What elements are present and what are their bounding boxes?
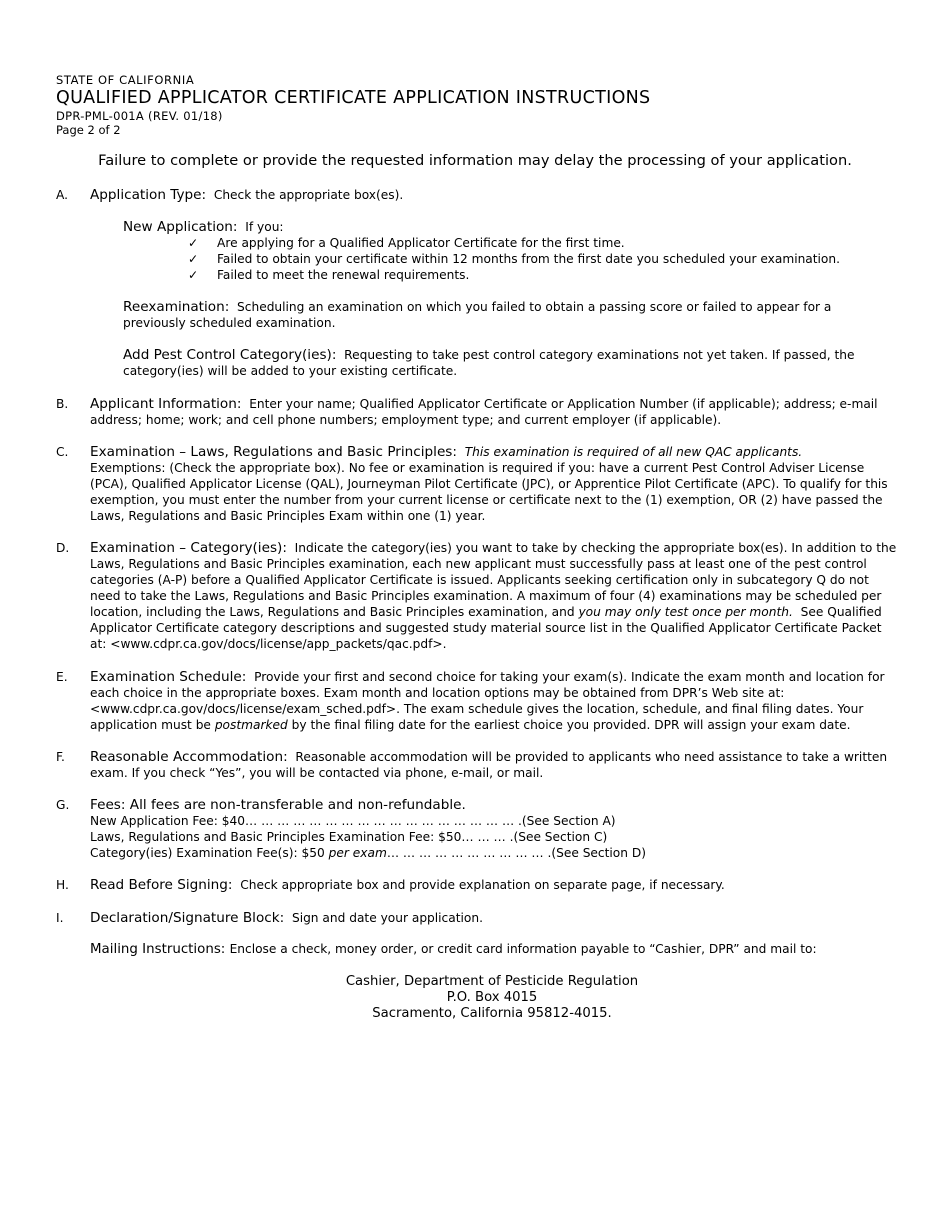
section-d [56,540,898,652]
section-text: Check the appropriate box(es). [213,188,404,202]
new-application-text: If you: [245,220,284,234]
list-item [188,267,868,283]
section-lead: Applicant Information: [90,396,242,412]
page-number: Page 2 of 2 [56,123,121,137]
checkmark-icon: ✓ [188,236,199,250]
section-lead: Declaration/Signature Block: [90,910,285,926]
section-lead: Examination Schedule: [90,669,247,685]
state-header: STATE OF CALIFORNIA [56,73,195,87]
list-item-text: Failed to meet the renewal requirements. [217,268,470,282]
list-item [188,235,868,251]
section-h [56,877,898,893]
fee-line-category-exam [90,845,898,861]
form-number: DPR-PML-001A (REV. 01/18) [56,109,223,123]
add-category-text: Requesting to take pest control category examinations not yet taken. If passed, the category(ies) will be added to your existing certificate. [123,348,855,378]
checkmark-icon: ✓ [188,268,199,282]
section-text: Indicate the category(ies) you want to take by checking the appropriate box(es). In addition to the Laws, Regulations and Basic Principles examination, each new applicant must successfully pass at least one of the pest control categories (A-P) before a Qualified Applicator Certificate is issued. Applicants seeking certification only in subcategory Q do not need to take the Laws, Regulations and Basic Principles examination. A maximum of four (4) examinations may be scheduled per location, including the Laws, Regulations and Basic Principles examination, and [90,541,897,619]
section-emphasis: you may only test once per month. [578,605,793,619]
add-category-block [123,347,863,379]
section-letter: D. [56,541,70,555]
section-letter: F. [56,750,65,764]
section-letter: A. [56,188,68,202]
list-item [188,251,868,267]
section-a [56,187,898,203]
section-emphasis: This examination is required of all new QAC applicants. [464,445,803,459]
section-text: Exemptions: (Check the appropriate box). No fee or examination is required if you: have a current Pest Control Adviser License (PCA), Qualified Applicator License (QAL), Journeyman Pilot Certificate (JPC), or Apprentice Pilot Certificate (APC). To qualify for this exemption, you must enter the number from your current license or certificate next to the (1) exemption, OR (2) have passed the Laws, Regulations and Basic Principles Exam within one (1) year. [90,461,888,523]
address-line: Cashier, Department of Pesticide Regulation [345,974,639,989]
add-category-lead: Add Pest Control Category(ies): [123,347,337,363]
section-g [56,797,898,861]
section-lead: Application Type: [90,187,207,203]
section-letter: B. [56,397,69,411]
mailing-instructions [90,941,890,958]
address-line: P.O. Box 4015 [446,990,538,1005]
section-letter: H. [56,878,69,892]
section-lead: Fees: All fees are non-transferable and non-refundable. [90,797,466,813]
section-text: Reasonable accommodation will be provided to applicants who need assistance to take a written exam. If you check “Yes”, you will be contacted via phone, e-mail, or mail. [90,750,888,780]
new-application-block [123,219,863,235]
section-letter: C. [56,445,69,459]
fee-line-emphasis: per exam [328,846,387,860]
fee-line-text: Category(ies) Examination Fee(s): $50 [90,846,325,860]
page-title: QUALIFIED APPLICATOR CERTIFICATE APPLICATION INSTRUCTIONS [56,88,651,108]
section-lead: Read Before Signing: [90,877,233,893]
fee-line-new-application: New Application Fee: $40… … … … … … … … … … … … … … … … … .(See Section A) [90,814,616,828]
new-application-checklist [188,235,868,283]
mailing-address [0,974,950,1022]
section-text-continued: by the final filing date for the earliest choice you provided. DPR will assign your exam date. [291,718,851,732]
list-item-text: Are applying for a Qualified Applicator Certificate for the first time. [217,236,625,250]
fee-line-laws-exam: Laws, Regulations and Basic Principles Examination Fee: $50… … … .(See Section C) [90,830,608,844]
section-text: Provide your first and second choice for taking your exam(s). Indicate the exam month and location for each choice in the appropriate boxes. Exam month and location options may be obtained from DPR’s Web site at: <www.cdpr.ca.gov/docs/license/exam_sched.pdf>. The exam schedule gives the location, schedule, and final filing dates. Your application must be [90,670,885,732]
fee-line-leader: … … … … … … … … … … .(See Section D) [386,846,646,860]
section-letter: G. [56,798,70,812]
section-e [56,669,898,733]
section-text: Check appropriate box and provide explanation on separate page, if necessary. [240,878,725,892]
section-lead: Examination – Category(ies): [90,540,287,556]
address-line: Sacramento, California 95812-4015. [372,1006,612,1021]
section-lead: Reasonable Accommodation: [90,749,288,765]
mailing-text: Enclose a check, money order, or credit card information payable to “Cashier, DPR” and mail to: [229,942,817,956]
reexamination-text: Scheduling an examination on which you failed to obtain a passing score or failed to appear for a previously scheduled examination. [123,300,832,330]
section-lead: Examination – Laws, Regulations and Basic Principles: [90,444,457,460]
list-item-text: Failed to obtain your certificate within 12 months from the first date you scheduled your examination. [217,252,840,266]
intro-notice: Failure to complete or provide the requested information may delay the processing of your application. [98,152,852,169]
reexamination-block [123,299,863,331]
section-letter: E. [56,670,68,684]
section-c [56,444,898,524]
reexamination-lead: Reexamination: [123,299,230,315]
checkmark-icon: ✓ [188,252,199,266]
section-letter: I. [56,911,64,925]
new-application-lead: New Application: [123,219,238,235]
section-emphasis: postmarked [214,718,288,732]
section-i [56,910,898,926]
section-b [56,396,898,428]
mailing-lead: Mailing Instructions: [90,942,226,957]
section-text-continued: See Qualified Applicator Certificate category descriptions and suggested study material source list in the Qualified Applicator Certificate Packet at: <www.cdpr.ca.gov/docs/license/app_packets/qac.pdf>. [90,605,882,651]
section-text: Sign and date your application. [291,911,483,925]
section-text: Enter your name; Qualified Applicator Certificate or Application Number (if applicable); address; e-mail address; home; work; and cell phone numbers; employment type; and current employer (if applicable). [90,397,878,427]
section-f [56,749,898,781]
